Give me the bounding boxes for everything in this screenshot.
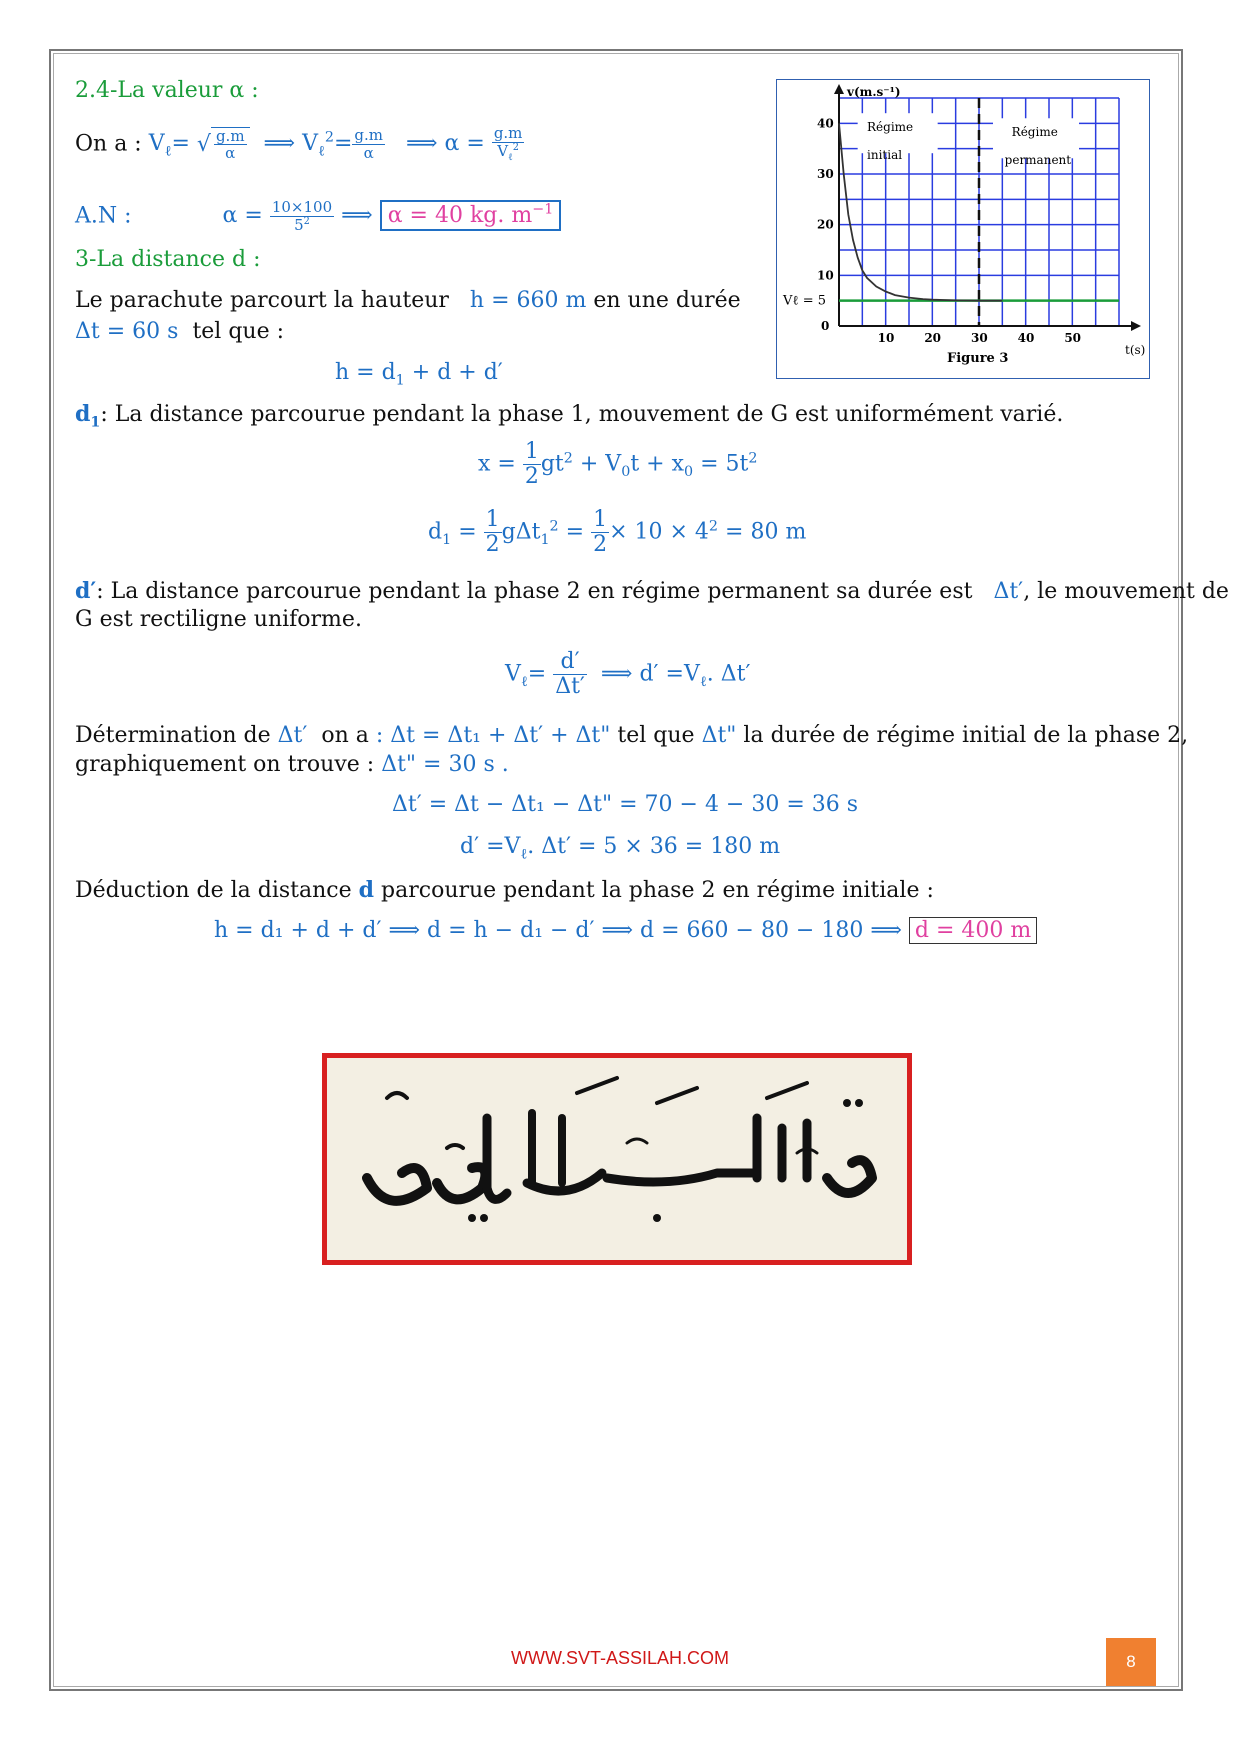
eq2-mid: gΔt [501, 519, 541, 545]
vl-label: Vℓ = 5 [783, 293, 827, 309]
an-alpha-eq: α = [222, 203, 263, 229]
eq1-rest: + V [572, 451, 622, 477]
dprime-description-1 [75, 577, 1229, 606]
ded-text-a: Déduction de la distance [75, 878, 352, 903]
page-number: 8 [1106, 1638, 1156, 1686]
frac-num: g.m [215, 126, 245, 145]
d1-text: : La distance parcourue pendant la phase 1, mouvement de G est uniformément varié. [100, 402, 1064, 427]
x-axis-arrow [1131, 321, 1141, 331]
vl-symbol-2: V [302, 131, 318, 157]
det-dtprime: Δt′ [277, 723, 308, 748]
an-line [75, 196, 561, 233]
d1-label [75, 401, 101, 431]
frac-num-3: g.m [493, 124, 523, 143]
eq-sign: = [171, 131, 190, 157]
an-label: A.N : [75, 203, 132, 229]
y-tick-0: 0 [821, 319, 830, 333]
dprime-eq: = [527, 661, 547, 687]
eq2-left: d [428, 519, 443, 545]
region-permanent-line2: permanent [1004, 152, 1072, 167]
line1-text-a: Le parachute parcourt la hauteur [75, 288, 449, 313]
d1-label-text: d [75, 401, 91, 427]
eq1-end: = 5t [693, 451, 749, 477]
final-eq: h = d₁ + d + d′ ⟹ d = h − d₁ − d′ ⟹ d = 660 − 80 − 180 ⟹ [214, 918, 902, 943]
dprime-implies: ⟹ [600, 661, 633, 687]
footer-url[interactable]: WWW.SVT-ASSILAH.COM [510, 1648, 729, 1668]
dprime-right: d′ =V [639, 661, 700, 687]
dprime-text-a: : La distance parcourue pendant la phase 2 en régime permanent sa durée est [96, 579, 973, 604]
section-2-4-title: 2.4-La valeur α : [75, 78, 259, 103]
y-axis-arrow [834, 84, 844, 94]
section-3-line2 [75, 318, 284, 346]
implies-2: ⟹ [405, 131, 438, 157]
y-tick-10: 10 [817, 268, 834, 283]
dprime-den: Δt′ [555, 674, 585, 700]
an-den: 5 [294, 215, 304, 234]
eq1-mid: gt [540, 451, 564, 477]
sqrt-expression: √ $\frac{g.m}{\alpha}$ [197, 127, 250, 162]
y-tick-30: 30 [817, 167, 834, 181]
frac-den-2: α [363, 143, 374, 162]
dprime-equation [505, 650, 750, 699]
an-den-exp: 2 [303, 215, 310, 227]
det-text-c: tel que [617, 723, 695, 748]
x-tick-10: 10 [877, 331, 895, 345]
det-text-e: graphiquement on trouve : [75, 752, 375, 777]
vl-sub: ℓ [164, 143, 172, 160]
section-3-line1 [75, 287, 741, 315]
alpha-derivation: On a : $V_\ell=$ √ $\frac{g.m}{\alpha}$ ⟹ $V_\ell^2=$ $\frac{g.m}{\alpha}$ ⟹ α = $\frac{g.m}{V_\ell^2}$ [75, 124, 523, 163]
calligraphy-image [327, 1058, 907, 1260]
d1-label-sub: 1 [90, 414, 101, 431]
dprime-right-sub: ℓ [699, 674, 707, 691]
dprime-right-tail: . Δt′ [706, 661, 751, 687]
line2-duration: Δt = 60 s [75, 319, 179, 344]
alpha-eq: α = [444, 131, 485, 157]
vl-den: V [497, 141, 509, 160]
vl-den-sub: ℓ [508, 151, 513, 163]
region-initial-line2: initial [867, 147, 903, 162]
velocity-chart-svg [777, 80, 1149, 378]
final-result: d = 400 m [909, 917, 1037, 944]
an-implies: ⟹ [341, 203, 373, 229]
det-text-b: on a [321, 723, 369, 748]
frac-num-2: g.m [354, 126, 383, 145]
y-tick-20: 20 [817, 217, 834, 232]
dprime-vl: V [505, 661, 521, 687]
main-eq-b: + d + d′ [404, 360, 503, 385]
dprime-value-equation [460, 834, 780, 863]
dprime-label: d′ [75, 578, 97, 604]
line2-text: tel que : [192, 319, 285, 344]
chart-title: Figure 3 [947, 351, 1009, 366]
ded-text-b: parcourue pendant la phase 2 en régime initiale : [381, 878, 934, 903]
main-eq-a: h = d [335, 360, 396, 385]
eq3-b: . Δt′ = 5 × 36 = 180 m [527, 834, 781, 859]
line1-height: h = 660 m [469, 288, 587, 313]
eq1-tail: t + x [630, 451, 684, 477]
dprime-description-2: G est rectiligne uniforme. [75, 607, 362, 632]
velocity-chart [776, 79, 1150, 379]
line1-text-b: en une durée [593, 288, 741, 313]
eq-sign-2: = [333, 131, 353, 157]
eq1-left: x = [478, 451, 516, 477]
det-result: Δt" = 30 s . [381, 752, 509, 777]
on-a-label: On a : [75, 131, 142, 157]
eq3-a: d′ =V [460, 834, 521, 859]
alpha-result-text: α = 40 kg. m [387, 203, 533, 229]
determination-line-2 [75, 751, 509, 779]
calligraphy-panel [322, 1053, 912, 1265]
eq3-sub: ℓ [520, 846, 528, 863]
y-axis-label: v(m.s⁻¹) [847, 85, 901, 99]
d1-description [75, 400, 1063, 436]
an-num: 10×100 [271, 198, 333, 217]
dprime-vl-sub: ℓ [520, 674, 528, 691]
vl-symbol: V [148, 131, 165, 157]
alpha-result [380, 200, 562, 231]
vl-sub-2: ℓ [317, 143, 325, 160]
eq2-rest: × 10 × 4 [609, 519, 709, 545]
x-axis-label: t(s) [1125, 343, 1146, 357]
d1-equation-1: x = $\frac{1}{2}$ $gt^2 + V_0t + x_0 = 5t^2$ [478, 439, 758, 490]
d1-equation-2: $d_1$ = $\frac{1}{2}$ gΔt$_1^2$ = $\frac{1}{2}$ × $10 \times 4^2 = 80$ m [428, 507, 807, 558]
region-initial-line1: Régime [867, 119, 914, 134]
det-text-a: Détermination de [75, 723, 271, 748]
main-equation: $h = d_1 + d + d'$ [335, 360, 503, 389]
ded-d: d [358, 877, 375, 903]
determination-line-1 [75, 722, 1188, 750]
x-tick-20: 20 [924, 331, 942, 345]
det-eq: : Δt = Δt₁ + Δt′ + Δt" [375, 723, 611, 748]
y-tick-40: 40 [817, 116, 834, 131]
frac-den: α [225, 144, 236, 163]
eq2-end: = 80 m [718, 519, 807, 545]
implies-1: ⟹ [263, 131, 296, 157]
x-tick-40: 40 [1017, 331, 1035, 345]
det-dtdd: Δt" [701, 723, 737, 748]
final-equation [214, 918, 1037, 943]
dprime-duration: Δt′ [993, 579, 1024, 604]
det-text-d: la durée de régime initial de la phase 2, [743, 723, 1189, 748]
dprime-text-b: , le mouvement de [1023, 579, 1229, 604]
dprime-num: d′ [553, 650, 587, 675]
deduction-line [75, 876, 934, 905]
dtprime-equation: Δt′ = Δt − Δt₁ − Δt" = 70 − 4 − 30 = 36 s [392, 792, 859, 817]
x-tick-30: 30 [971, 331, 988, 345]
x-tick-50: 50 [1064, 331, 1082, 345]
alpha-result-exp: −1 [532, 202, 554, 218]
section-3-title: 3-La distance d : [75, 247, 261, 272]
region-permanent-line1: Régime [1011, 125, 1058, 139]
